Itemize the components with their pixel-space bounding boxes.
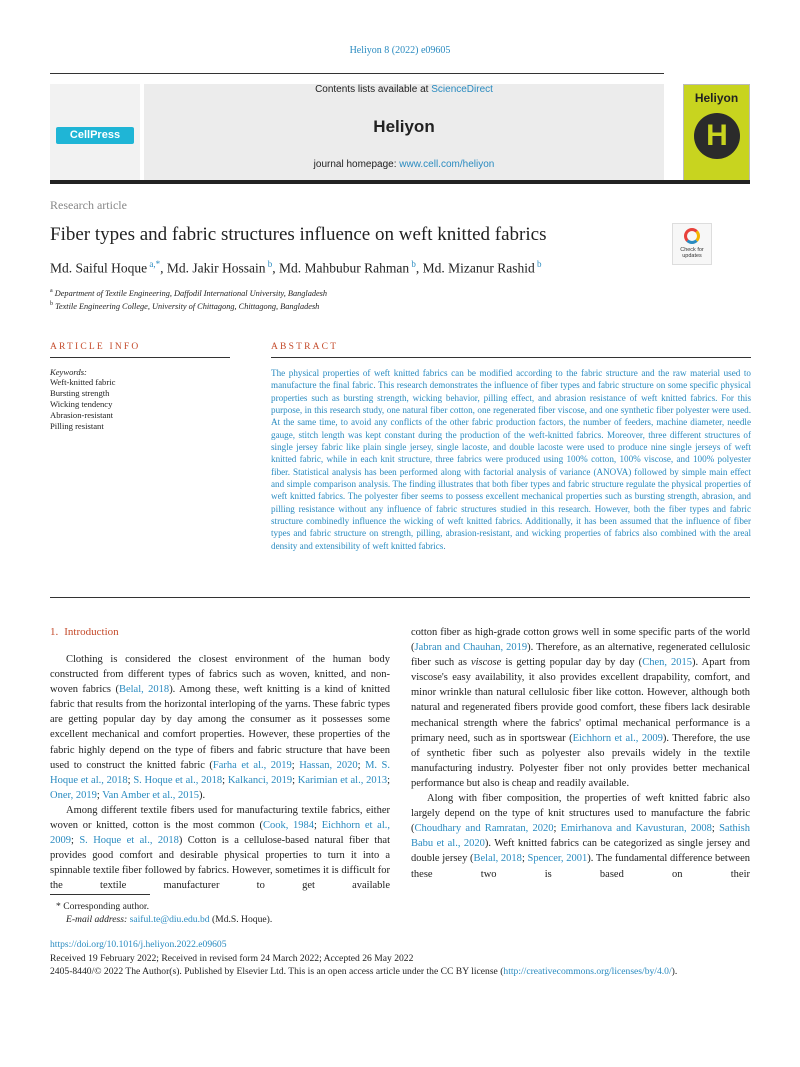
cover-letter-logo: H — [694, 113, 740, 159]
citation-link[interactable]: Sathish Babu et al., 2020 — [411, 823, 751, 850]
citation-link[interactable]: Belal, 2018 — [118, 684, 170, 696]
article-info-heading: ARTICLE INFO — [50, 342, 141, 352]
contents-prefix: Contents lists available at — [315, 84, 432, 95]
author-affiliation-mark[interactable]: a,* — [147, 259, 161, 269]
homepage-line — [144, 159, 664, 170]
citation-link[interactable]: Farha et al., 2019 — [212, 759, 292, 771]
check-updates-line2: updates — [682, 253, 702, 259]
citation-link[interactable]: Eichhorn et al., 2009 — [572, 732, 663, 744]
keyword-item: Bursting strength — [50, 388, 110, 398]
affiliation-a: $^a$ Department of Textile Engineering, Daffodil International University, Bangladesh — [50, 288, 328, 298]
body-text: ). Therefore, the use of synthetic fiber such as polyester also prevails widely in the textile manufacturing industry. Polyester fiber not only provides better mechanical performance but also is cheap and readily available. — [411, 732, 750, 789]
abstract-bottom-rule — [50, 597, 750, 598]
cellpress-logo — [50, 84, 140, 182]
citation-link[interactable]: Jabran and Chauhan, 2019 — [414, 642, 528, 654]
body-text: ). Among these, weft knitting is a kind of knitted fabric that results from the horizontal interloping of the yarns. These fabric types are getting popular day by day among the consumer as it possesses some excellent mechanical and comfort properties. However, these properties of the fabric highly depend on the type of fibers and fabric structure that have been used to construct the knitted fabric ( — [50, 684, 390, 771]
keyword-item: Weft-knitted fabric — [50, 377, 116, 387]
doi-link[interactable]: https://doi.org/10.1016/j.heliyon.2022.e09605 — [50, 939, 227, 950]
citation-link[interactable]: Karimian et al., 2013 — [297, 774, 388, 786]
keyword-item: Wicking tendency — [50, 399, 113, 409]
license-link[interactable]: http://creativecommons.org/licenses/by/4.0/ — [503, 966, 672, 977]
body-text: Clothing is considered the closest environment of the human body constructed from different types of fabrics such as woven, knitted, and non-woven fabrics ( — [50, 654, 390, 696]
publication-info — [50, 938, 750, 979]
abstract-rule — [271, 357, 751, 358]
section-title: Introduction — [64, 626, 119, 638]
masthead-bottom-rule — [50, 180, 750, 184]
license-prefix: 2405-8440/© 2022 The Author(s). Published by Elsevier Ltd. This is an open access article under the CC BY license ( — [50, 966, 504, 977]
keywords-list — [50, 377, 230, 432]
sciencedirect-link[interactable]: ScienceDirect — [431, 84, 493, 95]
body-text: ). — [199, 789, 206, 801]
footnote-rule — [50, 894, 150, 895]
body-text: ; — [711, 823, 720, 835]
abstract-section — [271, 342, 751, 552]
article-info-section — [50, 342, 230, 432]
keyword-item: Pilling resistant — [50, 421, 104, 431]
journal-masthead — [50, 73, 750, 185]
keyword-item: Abrasion-resistant — [50, 410, 114, 420]
author-name: Md. Mizanur Rashid — [422, 260, 535, 276]
article-title: Fiber types and fabric structures influence on weft knitted fabrics — [50, 224, 547, 245]
homepage-prefix: journal homepage: — [313, 159, 400, 170]
body-text: viscose — [470, 657, 502, 669]
body-text: ; — [314, 820, 322, 832]
body-column-left — [50, 652, 390, 894]
body-text: Among different textile fibers used for manufacturing textile fabrics, either woven or knitted, cotton is the most common ( — [50, 804, 390, 832]
body-text: ). Apart from viscose's easy availability, it also provides excellent drapability, comfort, and minor wrinkle than natural cellulosic fiber like cotton. However, although both natural and regenerated fibers provide good comfort, these fibers lack desirable mechanical strength where the fabrics' optimal mechanical performance is a primary need, such as in sportswear ( — [411, 657, 750, 744]
check-for-updates-button[interactable] — [672, 223, 712, 265]
email-line — [50, 913, 272, 926]
body-text: ; — [291, 759, 300, 771]
masthead-top-rule — [50, 73, 664, 74]
body-text: ) Cotton is a cellulose-based natural fiber that provides good comfort and desirable physical properties to turn it into a spinnable textile fiber followed by fabrics. However, sometimes it is difficult for the textile manufacturer to get available — [50, 835, 390, 892]
article-type: Research article — [50, 198, 127, 212]
body-text: ; — [71, 835, 80, 847]
received-dates: Received 19 February 2022; Received in revised form 24 March 2022; Accepted 26 May 2022 — [50, 952, 414, 964]
citation-link[interactable]: Kalkanci, 2019 — [227, 774, 293, 786]
author-affiliation-mark[interactable]: b — [409, 259, 416, 269]
body-column-right — [411, 625, 750, 882]
body-text: is getting popular day by day ( — [501, 657, 643, 669]
homepage-link[interactable]: www.cell.com/heliyon — [399, 159, 495, 170]
body-text: ; — [127, 774, 134, 786]
author-affiliation-mark[interactable]: b — [265, 259, 273, 269]
journal-reference[interactable]: Heliyon 8 (2022) e09605 — [349, 45, 451, 56]
body-paragraph — [50, 803, 390, 894]
citation-link[interactable]: Emirhanova and Kavusturan, 2008 — [560, 823, 712, 835]
footnote — [50, 900, 272, 926]
article-info-rule — [50, 357, 230, 358]
affiliations — [50, 286, 327, 312]
body-text: Along with fiber composition, the properties of weft knitted fabric also largely depend on the type of knit structures used to manufacture the fabric ( — [411, 793, 750, 835]
masthead-center — [144, 84, 664, 182]
license-suffix: ). — [671, 966, 678, 977]
author-name: Md. Mahbubur Rahman — [279, 260, 410, 276]
body-text: ). Weft knitted fabrics can be categorized as single jersey and double jersey ( — [411, 838, 750, 865]
email-link[interactable]: saiful.te@diu.edu.bd — [129, 914, 210, 925]
body-text: ). Therefore, as an alternative, regenerated cellulosic fiber such as — [411, 642, 751, 669]
citation-link[interactable]: Hassan, 2020 — [299, 759, 358, 771]
body-text: ; — [553, 823, 561, 835]
body-text: ; — [521, 853, 528, 865]
citation-link[interactable]: Spencer, 2001 — [527, 853, 588, 865]
body-text: ). The fundamental difference between these two is based on their — [411, 853, 750, 880]
body-paragraph — [50, 652, 390, 803]
license-line — [50, 965, 750, 979]
check-updates-icon — [684, 228, 700, 244]
corresponding-author-note: * Corresponding author. — [56, 901, 149, 912]
body-text: ; — [222, 774, 228, 786]
contents-line — [144, 84, 664, 95]
body-text: ; — [292, 774, 298, 786]
body-text: ; — [96, 789, 103, 801]
author-name: Md. Saiful Hoque — [50, 260, 148, 276]
author-name: Md. Jakir Hossain — [166, 260, 266, 276]
cover-title: Heliyon — [694, 91, 739, 105]
citation-link[interactable]: Choudhary and Ramratan, 2020 — [414, 823, 554, 835]
abstract-text: The physical properties of weft knitted fabrics can be modified according to the fabric structure and the raw material used to manufacture the final fabric. This research demonstrates the influence of fiber types and fabric structure on some specific physical properties such as bursting strength, wicking behavior, pilling effect, and abrasion resistance of weft knitted fabrics. For this purpose, in this research study, one natural fiber cotton, one regenerated fiber viscose, and one synthetic fiber polyester were used. At the same time, to avoid any conflicts of the other fabric production factors, the number of feeders, machine diameter, needle gauge, stitch length was kept constant during the production of the weft-knitted fabrics. Moreover, three different structures of single jersey fabric like plain single jersey, single lacoste, and double lacoste were used to produce nine single jerseys of weft knitted fabric, while in each knit structure, three fabrics were produced using 100% cotton, 100% viscose, and 100% polyester fiber. Statistical analysis has been performed along with factorial analysis of variance (ANOVA) followed by simple main effect and simple comparison analysis. The finding illustrates that both fiber types and fabric structure regulate the physical properties of weft knitted fabrics. The polyester fiber seems to possess excellent mechanical properties such as bursting strength, abrasion, and pilling resistance without any influence of fabric structures studied in this research. However, both the fiber types and fabric structure combinedly influence the wicking of weft knitted fabrics. Additionally, it has been assumed that the influence of fiber types and fabric structure on strength, pilling, abrasion-resistant, and wicking properties of fabrics also combined with the areal density and extensibility of weft knitted fabrics. — [271, 368, 751, 551]
citation-link[interactable]: S. Hoque et al., 2018 — [79, 835, 179, 847]
journal-name: Heliyon — [373, 117, 435, 136]
body-text: ; — [387, 774, 391, 786]
affiliation-b: $^b$ Textile Engineering College, University of Chittagong, Chittagong, Bangladesh — [50, 300, 320, 311]
citation-link[interactable]: Belal, 2018 — [473, 853, 522, 865]
citation-link[interactable]: M. S. Hoque et al., 2018 — [50, 759, 391, 786]
author-list: Md. Saiful Hoque $^{a,*}$, Md. Jakir Hossain $^b$, Md. Mahbubur Rahman $^b$, Md. Mizanur Rashid $^b$ — [50, 259, 542, 276]
body-text: cotton fiber as high-grade cotton grows well in some specific parts of the world ( — [411, 627, 750, 654]
cellpress-logo-text: CellPress — [56, 127, 134, 144]
citation-link[interactable]: Van Amber et al., 2015 — [102, 789, 199, 801]
abstract-heading: ABSTRACT — [271, 342, 339, 352]
body-paragraph — [411, 625, 750, 791]
email-suffix: (Md.S. Hoque). — [209, 914, 273, 925]
author-affiliation-mark[interactable]: b — [534, 259, 542, 269]
journal-cover-image[interactable] — [683, 84, 750, 181]
introduction-heading — [50, 626, 119, 638]
body-text: ; — [357, 759, 366, 771]
citation-link[interactable]: S. Hoque et al., 2018 — [133, 774, 223, 786]
email-label: E-mail address: — [66, 914, 128, 925]
citation-link[interactable]: Eichhorn et al., 2009 — [50, 820, 391, 847]
keywords-label: Keywords: — [50, 367, 87, 377]
check-updates-line1: Check for — [680, 247, 704, 253]
section-number: 1. — [50, 626, 59, 638]
citation-link[interactable]: Chen, 2015 — [642, 657, 693, 669]
body-paragraph — [411, 791, 750, 882]
citation-link[interactable]: Cook, 1984 — [262, 820, 315, 832]
citation-link[interactable]: Oner, 2019 — [50, 789, 97, 801]
